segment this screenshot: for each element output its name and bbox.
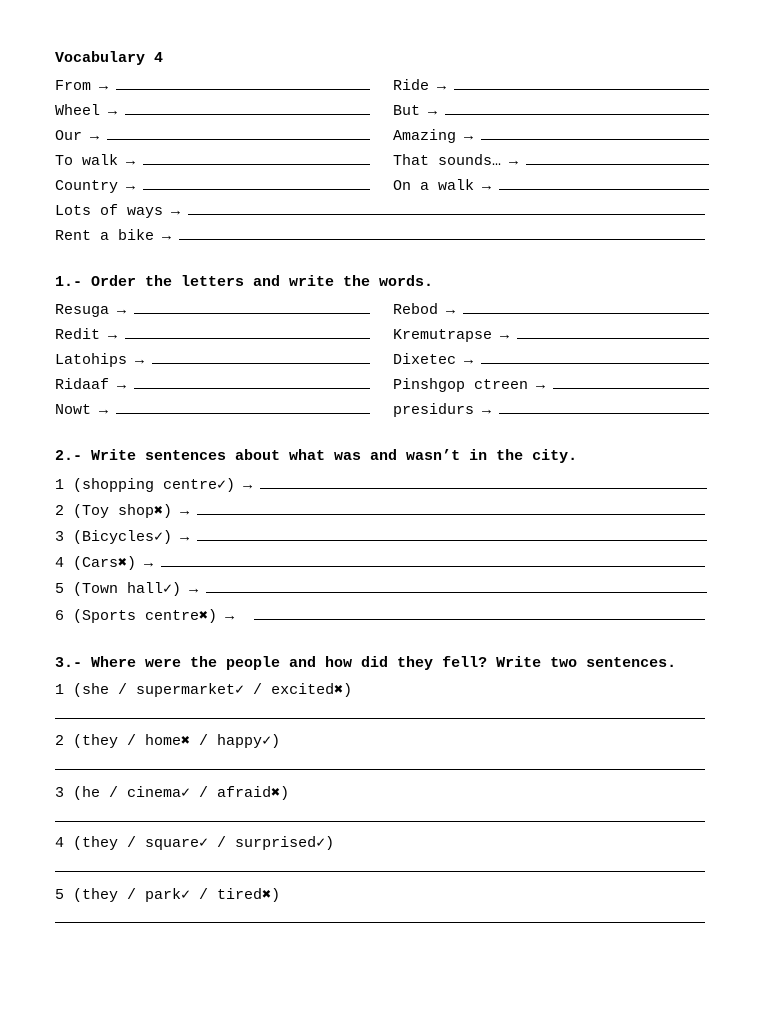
arrow-icon: → [162, 228, 172, 245]
situation-prompt: 1 (she / supermarket✓ / excited✖) [55, 682, 353, 699]
answer-blank[interactable] [499, 399, 709, 414]
arrow-icon: → [126, 178, 136, 195]
arrow-icon: → [189, 581, 199, 598]
sentence-row [55, 474, 707, 494]
vocab-row [55, 100, 370, 120]
answer-blank[interactable] [254, 605, 705, 620]
scramble-row [55, 399, 370, 419]
answer-blank[interactable] [107, 125, 370, 140]
vocab-word: Country [55, 178, 119, 195]
vocab-row [393, 125, 709, 145]
answer-blank[interactable] [134, 299, 370, 314]
scramble-row [393, 349, 709, 369]
answer-line[interactable] [55, 871, 705, 872]
answer-line[interactable] [55, 821, 705, 822]
scrambled-word: Dixetec [393, 352, 457, 369]
scramble-row [393, 399, 709, 419]
vocab-row [393, 75, 709, 95]
scrambled-word: Kremutrapse [393, 327, 493, 344]
answer-blank[interactable] [143, 175, 370, 190]
vocab-word: Amazing [393, 128, 457, 145]
answer-blank[interactable] [116, 75, 370, 90]
arrow-icon: → [171, 203, 181, 220]
answer-blank[interactable] [463, 299, 709, 314]
vocab-word: Lots of ways [55, 203, 164, 220]
answer-blank[interactable] [499, 175, 709, 190]
answer-blank[interactable] [116, 399, 370, 414]
arrow-icon: → [99, 78, 109, 95]
vocab-row [393, 150, 709, 170]
section3-title: 3.- Where were the people and how did they fell? Write two sentences. [55, 655, 677, 672]
arrow-icon: → [180, 503, 190, 520]
vocab-word: Rent a bike [55, 228, 155, 245]
answer-blank[interactable] [481, 125, 709, 140]
scramble-row [55, 324, 370, 344]
answer-blank[interactable] [517, 324, 709, 339]
vocab-row [393, 100, 709, 120]
section2-title: 2.- Write sentences about what was and wasn’t in the city. [55, 448, 578, 465]
arrow-icon: → [117, 377, 127, 394]
arrow-icon: → [99, 402, 109, 419]
answer-blank[interactable] [179, 225, 705, 240]
arrow-icon: → [536, 377, 546, 394]
answer-blank[interactable] [445, 100, 709, 115]
arrow-icon: → [428, 103, 438, 120]
vocab-word: But [393, 103, 421, 120]
arrow-icon: → [180, 529, 190, 546]
answer-blank[interactable] [125, 324, 370, 339]
arrow-icon: → [482, 402, 492, 419]
vocab-word: From [55, 78, 92, 95]
arrow-icon: → [482, 178, 492, 195]
arrow-icon: → [135, 352, 145, 369]
scramble-row [55, 349, 370, 369]
answer-blank[interactable] [152, 349, 370, 364]
sentence-prompt: 4 (Cars✖) [55, 555, 137, 572]
answer-blank[interactable] [206, 578, 707, 593]
arrow-icon: → [437, 78, 447, 95]
answer-blank[interactable] [134, 374, 370, 389]
vocab-row [55, 175, 370, 195]
vocab-word: Our [55, 128, 83, 145]
vocab-row-full [55, 200, 705, 220]
scrambled-word: Redit [55, 327, 101, 344]
sentence-prompt: 5 (Town hall✓) [55, 581, 182, 598]
sentence-row [55, 500, 705, 520]
scramble-row [393, 374, 709, 394]
scrambled-word: Latohips [55, 352, 128, 369]
vocab-row [55, 75, 370, 95]
answer-blank[interactable] [188, 200, 705, 215]
arrow-icon: → [243, 477, 253, 494]
answer-line[interactable] [55, 922, 705, 923]
arrow-icon: → [464, 352, 474, 369]
answer-blank[interactable] [526, 150, 709, 165]
arrow-icon: → [117, 302, 127, 319]
vocab-word: On a walk [393, 178, 475, 195]
sentence-prompt: 3 (Bicycles✓) [55, 529, 173, 546]
answer-blank[interactable] [197, 526, 707, 541]
situation-prompt: 3 (he / cinema✓ / afraid✖) [55, 785, 290, 802]
vocab-row-full [55, 225, 705, 245]
scrambled-word: Ridaaf [55, 377, 110, 394]
arrow-icon: → [464, 128, 474, 145]
sentence-prompt: 1 (shopping centre✓) [55, 477, 236, 494]
sentence-prompt: 6 (Sports centre✖) [55, 608, 218, 625]
vocab-word: Ride [393, 78, 430, 95]
answer-blank[interactable] [197, 500, 705, 515]
arrow-icon: → [225, 608, 235, 625]
arrow-icon: → [500, 327, 510, 344]
arrow-icon: → [144, 555, 154, 572]
vocab-row [55, 150, 370, 170]
situation-prompt: 5 (they / park✓ / tired✖) [55, 887, 281, 904]
arrow-icon: → [509, 153, 519, 170]
scrambled-word: Nowt [55, 402, 92, 419]
scramble-row [55, 299, 370, 319]
sentence-prompt: 2 (Toy shop✖) [55, 503, 173, 520]
scrambled-word: presidurs [393, 402, 475, 419]
answer-line[interactable] [55, 769, 705, 770]
scramble-row [393, 324, 709, 344]
situation-prompt: 4 (they / square✓ / surprised✓) [55, 835, 335, 852]
answer-blank[interactable] [161, 552, 705, 567]
vocab-word: Wheel [55, 103, 101, 120]
vocab-row [393, 175, 709, 195]
sentence-row [55, 526, 707, 546]
answer-blank[interactable] [454, 75, 709, 90]
vocab-row [55, 125, 370, 145]
scrambled-word: Rebod [393, 302, 439, 319]
arrow-icon: → [108, 327, 118, 344]
scramble-row [55, 374, 370, 394]
sentence-row [55, 552, 705, 572]
sentence-row [55, 578, 707, 598]
vocab-word: To walk [55, 153, 119, 170]
scrambled-word: Pinshgop ctreen [393, 377, 529, 394]
arrow-icon: → [108, 103, 118, 120]
arrow-icon: → [126, 153, 136, 170]
answer-blank[interactable] [260, 474, 707, 489]
situation-prompt: 2 (they / home✖ / happy✓) [55, 733, 281, 750]
scrambled-word: Resuga [55, 302, 110, 319]
answer-blank[interactable] [143, 150, 370, 165]
arrow-icon: → [446, 302, 456, 319]
scramble-row [393, 299, 709, 319]
sentence-row [55, 605, 705, 625]
arrow-icon: → [90, 128, 100, 145]
answer-line[interactable] [55, 718, 705, 719]
answer-blank[interactable] [553, 374, 709, 389]
section1-title: 1.- Order the letters and write the words. [55, 274, 434, 291]
vocab-word: That sounds… [393, 153, 502, 170]
answer-blank[interactable] [481, 349, 709, 364]
vocabulary-title: Vocabulary 4 [55, 50, 164, 67]
answer-blank[interactable] [125, 100, 370, 115]
